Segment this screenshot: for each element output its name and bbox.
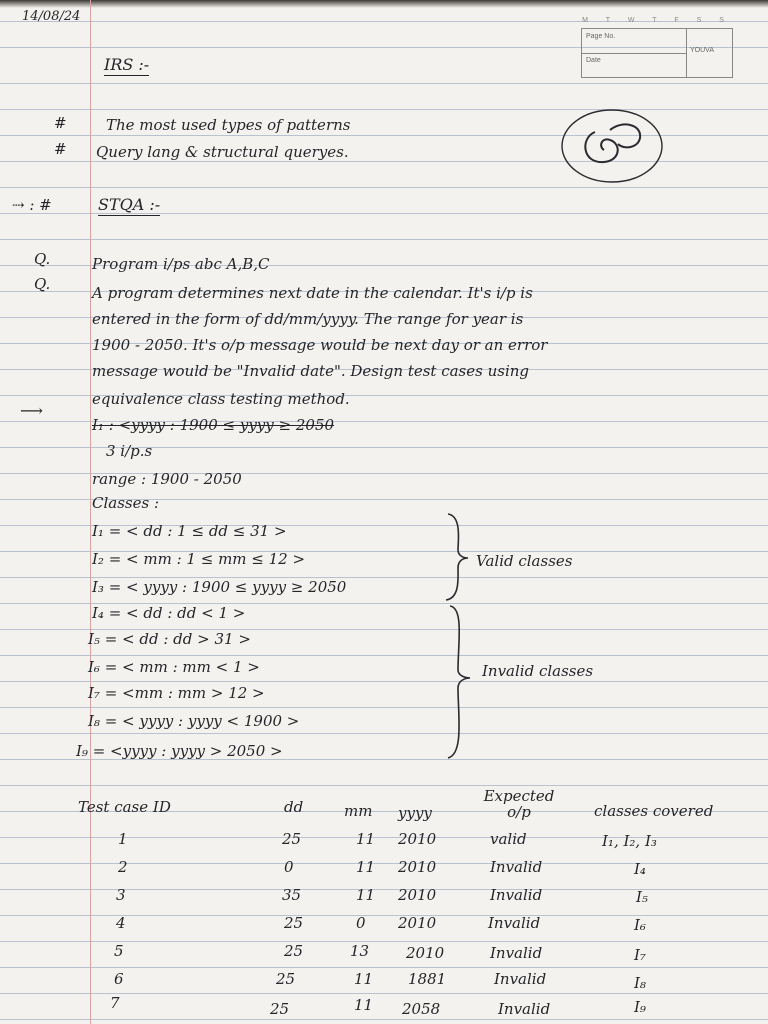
bullet-marker: # xyxy=(54,140,67,158)
weekday-letters: M T W T F S S xyxy=(582,17,732,24)
year-range: range : 1900 - 2050 xyxy=(92,470,242,488)
expected-output: Invalid xyxy=(490,858,543,876)
yyyy-value: 2058 xyxy=(402,1000,441,1018)
dd-value: 25 xyxy=(282,830,302,848)
expected-output: Invalid xyxy=(498,1000,551,1018)
question-2-line: A program determines next date in the calendar. It's i/p is xyxy=(92,284,533,302)
classes-covered: I₈ xyxy=(634,974,646,992)
page-date: 14/08/24 xyxy=(22,9,81,24)
table-header: classes covered xyxy=(594,802,714,820)
yyyy-value: 2010 xyxy=(398,914,437,932)
page-info-box xyxy=(581,17,733,78)
classes-covered: I₁, I₂, I₃ xyxy=(602,832,657,850)
dd-value: 35 xyxy=(282,886,302,904)
circle-doodle-icon xyxy=(560,106,670,186)
yyyy-value: 2010 xyxy=(398,830,437,848)
expected-output: Invalid xyxy=(490,886,543,904)
inputs-count: 3 i/p.s xyxy=(106,442,153,460)
invalid-class-item: I₉ = <yyyy : yyyy > 2050 > xyxy=(76,742,283,760)
test-case-id: 4 xyxy=(116,914,126,932)
mm-value: 11 xyxy=(356,886,376,904)
question-2-line: message would be "Invalid date". Design test cases using xyxy=(92,362,530,380)
mm-value: 13 xyxy=(350,942,370,960)
mm-value: 11 xyxy=(354,996,374,1014)
test-case-id: 5 xyxy=(114,942,124,960)
expected-output: valid xyxy=(490,830,527,848)
test-case-id: 6 xyxy=(114,970,124,988)
yyyy-value: 2010 xyxy=(398,886,437,904)
table-header: dd xyxy=(284,798,304,816)
table-header: Expected o/p xyxy=(483,787,555,821)
valid-class-item: I₂ = < mm : 1 ≤ mm ≤ 12 > xyxy=(92,550,306,568)
expected-output: Invalid xyxy=(488,914,541,932)
yyyy-value: 2010 xyxy=(398,858,437,876)
valid-classes-label: Valid classes xyxy=(476,552,573,570)
stqa-heading: STQA :- xyxy=(98,195,161,214)
valid-brace-icon xyxy=(444,512,470,602)
irs-point: The most used types of patterns xyxy=(106,116,351,134)
dd-value: 25 xyxy=(284,942,304,960)
bullet-marker: # xyxy=(54,114,67,132)
stqa-marker: ⇢ : # xyxy=(12,196,52,214)
irs-heading: IRS :- xyxy=(104,55,150,74)
classes-covered: I₆ xyxy=(634,916,646,934)
table-header: mm xyxy=(344,802,373,820)
arrow-icon: ⟶ xyxy=(20,401,43,420)
page-top-shadow xyxy=(0,0,768,8)
table-header: Test case ID xyxy=(78,798,171,816)
irs-point: Query lang & structural queryes. xyxy=(96,143,349,161)
page-no-label: Page No. xyxy=(586,33,616,40)
mm-value: 11 xyxy=(354,970,374,988)
classes-covered: I₄ xyxy=(634,860,646,878)
question-marker: Q. xyxy=(34,250,51,268)
question-1: Program i/ps abc A,B,C xyxy=(92,255,270,273)
classes-covered: I₇ xyxy=(634,946,646,964)
test-case-id: 7 xyxy=(110,994,120,1012)
margin-line xyxy=(90,0,91,1024)
question-2-line: entered in the form of dd/mm/yyyy. The range for year is xyxy=(92,310,524,328)
mm-value: 11 xyxy=(356,830,376,848)
invalid-class-item: I₈ = < yyyy : yyyy < 1900 > xyxy=(88,712,300,730)
question-2-line: equivalence class testing method. xyxy=(92,390,350,408)
notebook-brand: YOUVA xyxy=(690,47,714,54)
expected-output: Invalid xyxy=(490,944,543,962)
table-header: yyyy xyxy=(398,804,432,822)
invalid-brace-icon xyxy=(446,604,472,760)
test-case-id: 2 xyxy=(118,858,128,876)
struck-out-line: I₁ : <yyyy : 1900 ≤ yyyy ≥ 2050 xyxy=(92,416,335,434)
test-case-id: 3 xyxy=(116,886,126,904)
yyyy-value: 2010 xyxy=(406,944,445,962)
question-marker: Q. xyxy=(34,275,51,293)
page-box-separator xyxy=(686,29,687,77)
dd-value: 0 xyxy=(284,858,294,876)
invalid-class-item: I₆ = < mm : mm < 1 > xyxy=(88,658,260,676)
date-label: Date xyxy=(586,57,601,64)
classes-covered: I₅ xyxy=(636,888,648,906)
dd-value: 25 xyxy=(284,914,304,932)
valid-class-item: I₁ = < dd : 1 ≤ dd ≤ 31 > xyxy=(92,522,287,540)
mm-value: 0 xyxy=(356,914,366,932)
valid-class-item: I₃ = < yyyy : 1900 ≤ yyyy ≥ 2050 xyxy=(92,578,347,596)
expected-output: Invalid xyxy=(494,970,547,988)
classes-label: Classes : xyxy=(92,494,160,512)
invalid-class-item: I₄ = < dd : dd < 1 > xyxy=(92,604,246,622)
question-2-line: 1900 - 2050. It's o/p message would be next day or an error xyxy=(92,336,548,354)
classes-covered: I₉ xyxy=(634,998,646,1016)
yyyy-value: 1881 xyxy=(408,970,447,988)
invalid-classes-label: Invalid classes xyxy=(482,662,594,680)
test-case-id: 1 xyxy=(118,830,128,848)
dd-value: 25 xyxy=(276,970,296,988)
page-box-divider xyxy=(582,53,686,54)
dd-value: 25 xyxy=(270,1000,290,1018)
invalid-class-item: I₇ = <mm : mm > 12 > xyxy=(88,684,265,702)
invalid-class-item: I₅ = < dd : dd > 31 > xyxy=(88,630,251,648)
mm-value: 11 xyxy=(356,858,376,876)
